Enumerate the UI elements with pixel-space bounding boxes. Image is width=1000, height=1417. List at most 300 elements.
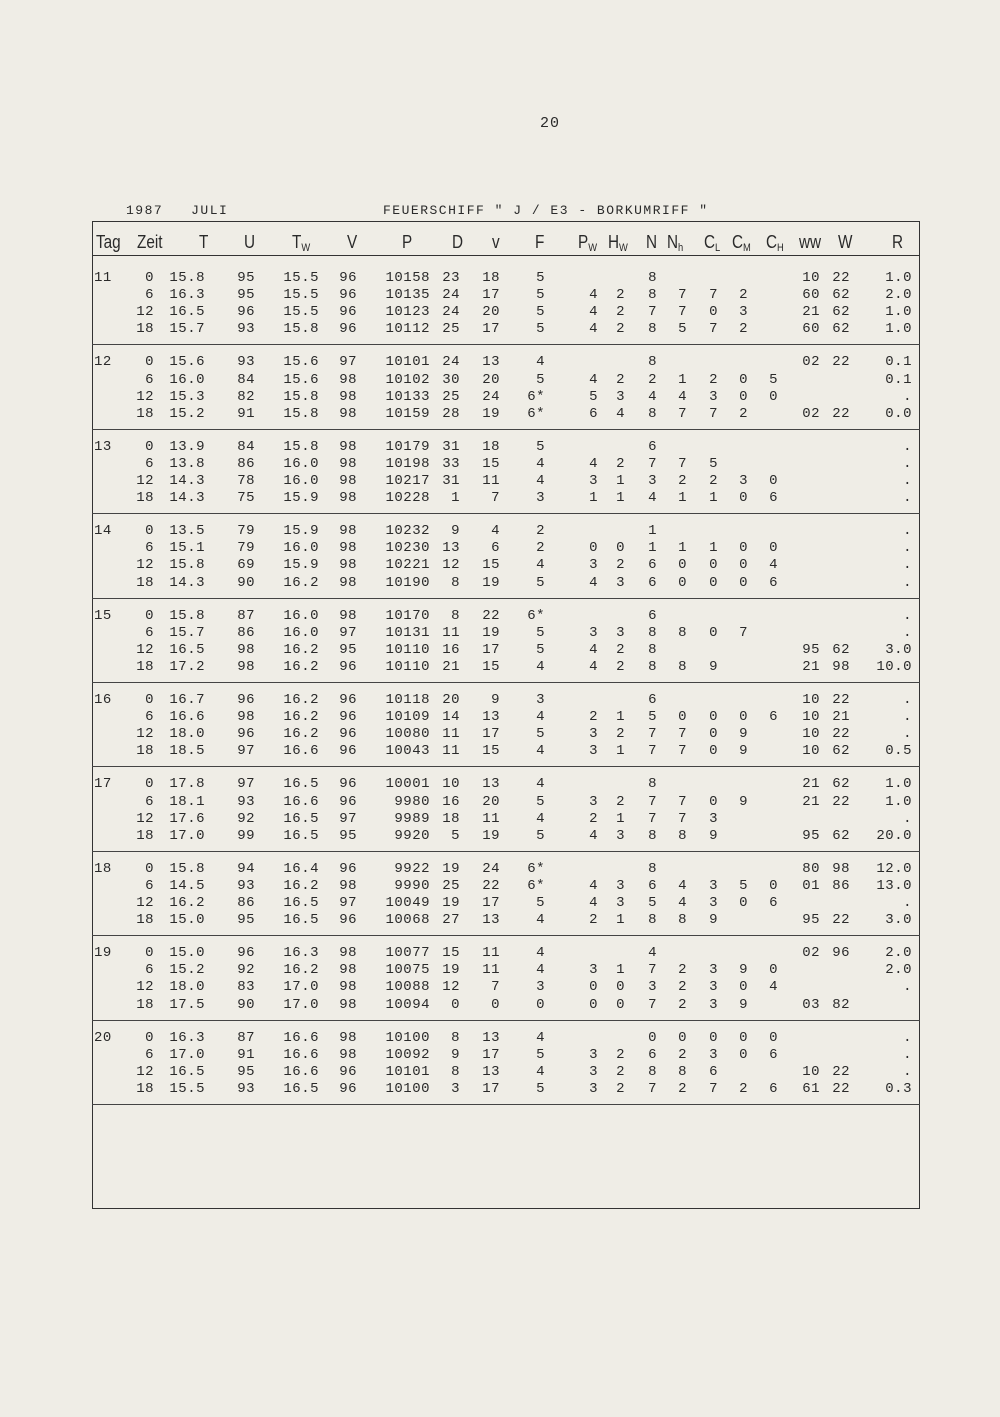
cell-hw: 0 xyxy=(616,996,625,1013)
cell-f: 4 xyxy=(536,354,545,371)
cell-p: 10170 xyxy=(385,607,430,624)
cell-v: 96 xyxy=(339,270,357,286)
cell-t: 13.8 xyxy=(169,455,205,472)
cell-cl: 3 xyxy=(709,1046,718,1063)
cell-d: 5 xyxy=(451,827,460,844)
cell-ch: 0 xyxy=(769,388,778,405)
cell-pw: 4 xyxy=(589,827,598,844)
cell-f: 6* xyxy=(527,877,545,894)
cell-t: 16.5 xyxy=(169,641,205,658)
cell-cl: 9 xyxy=(709,827,718,844)
cell-cm: 0 xyxy=(739,1046,748,1063)
cell-p: 9980 xyxy=(394,793,430,810)
cell-r: . xyxy=(903,388,912,405)
cell-tw: 16.5 xyxy=(283,895,319,911)
cell-d: 10 xyxy=(442,776,460,793)
cell-ww: 01 xyxy=(802,877,820,894)
cell-ww: 02 xyxy=(802,945,820,962)
cell-hw: 1 xyxy=(616,743,625,760)
cell-n: 7 xyxy=(648,304,657,321)
cell-cl: 9 xyxy=(709,912,718,929)
cell-ch: 6 xyxy=(769,895,778,911)
cell-d: 27 xyxy=(442,912,460,929)
cell-zeit: 6 xyxy=(145,709,154,726)
cell-w: 98 xyxy=(832,658,850,675)
cell-u: 86 xyxy=(237,895,255,911)
cell-vv: 9 xyxy=(491,692,500,708)
cell-r: . xyxy=(903,895,912,911)
cell-zeit: 18 xyxy=(136,743,154,760)
cell-p: 10159 xyxy=(385,405,430,422)
cell-n: 6 xyxy=(648,438,657,455)
cell-vv: 17 xyxy=(482,895,500,911)
cell-zeit: 0 xyxy=(145,523,154,540)
cell-v: 97 xyxy=(339,624,357,641)
cell-p: 10112 xyxy=(385,321,430,338)
cell-zeit: 0 xyxy=(145,1029,154,1046)
cell-t: 14.3 xyxy=(169,574,205,591)
cell-cl: 2 xyxy=(709,371,718,388)
cell-f: 4 xyxy=(536,743,545,760)
cell-cl: 6 xyxy=(709,1063,718,1080)
cell-d: 33 xyxy=(442,455,460,472)
cell-cm: 0 xyxy=(739,388,748,405)
cell-f: 5 xyxy=(536,641,545,658)
cell-u: 86 xyxy=(237,624,255,641)
cell-r: . xyxy=(903,1063,912,1080)
cell-vv: 15 xyxy=(482,455,500,472)
cell-tw: 15.6 xyxy=(283,354,319,371)
cell-cl: 3 xyxy=(709,979,718,996)
cell-u: 95 xyxy=(237,270,255,286)
cell-t: 14.3 xyxy=(169,473,205,489)
day-label: 11 xyxy=(94,270,112,286)
cell-ch: 5 xyxy=(769,371,778,388)
cell-d: 14 xyxy=(442,709,460,726)
cell-r: 3.0 xyxy=(885,912,912,929)
cell-v: 95 xyxy=(339,827,357,844)
cell-v: 98 xyxy=(339,455,357,472)
cell-hw: 1 xyxy=(616,709,625,726)
cell-n: 3 xyxy=(648,979,657,996)
cell-tw: 16.2 xyxy=(283,641,319,658)
cell-nh: 7 xyxy=(678,287,687,304)
cell-u: 93 xyxy=(237,1080,255,1097)
cell-p: 10230 xyxy=(385,540,430,557)
cell-hw: 2 xyxy=(616,658,625,675)
cell-r: 1.0 xyxy=(885,304,912,321)
cell-u: 69 xyxy=(237,557,255,574)
cell-u: 91 xyxy=(237,405,255,422)
cell-p: 9990 xyxy=(394,877,430,894)
cell-pw: 4 xyxy=(589,641,598,658)
cell-n: 5 xyxy=(648,709,657,726)
cell-hw: 1 xyxy=(616,490,625,507)
cell-p: 10109 xyxy=(385,709,430,726)
cell-v: 98 xyxy=(339,490,357,507)
cell-nh: 4 xyxy=(678,895,687,911)
cell-p: 10092 xyxy=(385,1046,430,1063)
cell-t: 16.5 xyxy=(169,304,205,321)
cell-ch: 6 xyxy=(769,574,778,591)
cell-r: 12.0 xyxy=(876,860,912,877)
cell-vv: 24 xyxy=(482,860,500,877)
cell-f: 3 xyxy=(536,692,545,708)
cell-f: 5 xyxy=(536,574,545,591)
cell-vv: 19 xyxy=(482,827,500,844)
cell-cm: 0 xyxy=(739,895,748,911)
cell-v: 98 xyxy=(339,996,357,1013)
column-header-p: P xyxy=(402,232,413,252)
cell-r: . xyxy=(903,1046,912,1063)
cell-p: 10221 xyxy=(385,557,430,574)
column-header-nh: $N_h$ xyxy=(667,232,684,254)
cell-pw: 0 xyxy=(589,979,598,996)
cell-vv: 17 xyxy=(482,287,500,304)
day-label: 16 xyxy=(94,692,112,708)
cell-p: 10190 xyxy=(385,574,430,591)
cell-ch: 0 xyxy=(769,473,778,489)
day-separator xyxy=(92,851,920,852)
cell-hw: 1 xyxy=(616,912,625,929)
cell-zeit: 6 xyxy=(145,877,154,894)
cell-zeit: 18 xyxy=(136,912,154,929)
cell-pw: 6 xyxy=(589,405,598,422)
cell-pw: 0 xyxy=(589,540,598,557)
cell-hw: 3 xyxy=(616,877,625,894)
cell-n: 8 xyxy=(648,321,657,338)
cell-d: 11 xyxy=(442,726,460,743)
cell-f: 6* xyxy=(527,388,545,405)
cell-r: 1.0 xyxy=(885,270,912,286)
cell-zeit: 12 xyxy=(136,979,154,996)
cell-f: 2 xyxy=(536,523,545,540)
cell-vv: 13 xyxy=(482,354,500,371)
cell-ww: 95 xyxy=(802,641,820,658)
cell-u: 96 xyxy=(237,726,255,743)
cell-u: 98 xyxy=(237,658,255,675)
cell-p: 10135 xyxy=(385,287,430,304)
column-header-ww: ww xyxy=(799,232,822,252)
cell-w: 21 xyxy=(832,709,850,726)
cell-p: 10217 xyxy=(385,473,430,489)
cell-ch: 0 xyxy=(769,877,778,894)
cell-d: 11 xyxy=(442,743,460,760)
cell-f: 5 xyxy=(536,726,545,743)
cell-f: 4 xyxy=(536,1029,545,1046)
cell-hw: 2 xyxy=(616,371,625,388)
cell-tw: 15.9 xyxy=(283,557,319,574)
cell-nh: 5 xyxy=(678,321,687,338)
cell-cl: 0 xyxy=(709,709,718,726)
cell-v: 98 xyxy=(339,388,357,405)
cell-v: 98 xyxy=(339,1029,357,1046)
cell-p: 10228 xyxy=(385,490,430,507)
cell-pw: 3 xyxy=(589,743,598,760)
cell-w: 22 xyxy=(832,726,850,743)
cell-tw: 16.2 xyxy=(283,658,319,675)
cell-tw: 16.5 xyxy=(283,827,319,844)
cell-tw: 16.6 xyxy=(283,793,319,810)
cell-hw: 3 xyxy=(616,827,625,844)
cell-cm: 0 xyxy=(739,490,748,507)
cell-d: 25 xyxy=(442,877,460,894)
day-label: 13 xyxy=(94,438,112,455)
cell-hw: 2 xyxy=(616,455,625,472)
cell-d: 12 xyxy=(442,979,460,996)
cell-cl: 0 xyxy=(709,574,718,591)
cell-tw: 15.9 xyxy=(283,523,319,540)
cell-n: 1 xyxy=(648,523,657,540)
cell-ww: 60 xyxy=(802,321,820,338)
cell-w: 22 xyxy=(832,270,850,286)
cell-p: 10100 xyxy=(385,1029,430,1046)
cell-f: 4 xyxy=(536,658,545,675)
cell-nh: 4 xyxy=(678,388,687,405)
cell-hw: 0 xyxy=(616,979,625,996)
cell-p: 10133 xyxy=(385,388,430,405)
cell-w: 82 xyxy=(832,996,850,1013)
cell-tw: 16.6 xyxy=(283,1046,319,1063)
cell-n: 8 xyxy=(648,827,657,844)
cell-u: 91 xyxy=(237,1046,255,1063)
cell-pw: 4 xyxy=(589,877,598,894)
cell-p: 10158 xyxy=(385,270,430,286)
cell-t: 17.5 xyxy=(169,996,205,1013)
cell-tw: 16.2 xyxy=(283,709,319,726)
cell-d: 8 xyxy=(451,607,460,624)
cell-t: 18.1 xyxy=(169,793,205,810)
cell-cl: 7 xyxy=(709,405,718,422)
cell-w: 22 xyxy=(832,354,850,371)
column-header-n: N xyxy=(646,232,658,252)
cell-r: 2.0 xyxy=(885,287,912,304)
cell-t: 16.7 xyxy=(169,692,205,708)
cell-p: 9920 xyxy=(394,827,430,844)
cell-u: 75 xyxy=(237,490,255,507)
cell-zeit: 12 xyxy=(136,1063,154,1080)
cell-cm: 3 xyxy=(739,473,748,489)
cell-u: 90 xyxy=(237,996,255,1013)
cell-t: 18.0 xyxy=(169,979,205,996)
cell-cl: 0 xyxy=(709,624,718,641)
cell-d: 16 xyxy=(442,641,460,658)
cell-zeit: 18 xyxy=(136,574,154,591)
cell-vv: 19 xyxy=(482,405,500,422)
cell-f: 6* xyxy=(527,405,545,422)
cell-w: 22 xyxy=(832,912,850,929)
cell-d: 12 xyxy=(442,557,460,574)
cell-r: . xyxy=(903,692,912,708)
cell-r: 10.0 xyxy=(876,658,912,675)
cell-d: 1 xyxy=(451,490,460,507)
cell-zeit: 6 xyxy=(145,1046,154,1063)
cell-cl: 7 xyxy=(709,1080,718,1097)
cell-r: . xyxy=(903,607,912,624)
cell-pw: 3 xyxy=(589,557,598,574)
cell-hw: 4 xyxy=(616,405,625,422)
cell-v: 96 xyxy=(339,1063,357,1080)
cell-vv: 0 xyxy=(491,996,500,1013)
cell-tw: 16.0 xyxy=(283,455,319,472)
cell-d: 28 xyxy=(442,405,460,422)
cell-hw: 2 xyxy=(616,1046,625,1063)
cell-r: . xyxy=(903,540,912,557)
cell-cl: 0 xyxy=(709,726,718,743)
cell-pw: 3 xyxy=(589,473,598,489)
cell-vv: 15 xyxy=(482,743,500,760)
cell-pw: 4 xyxy=(589,895,598,911)
cell-t: 13.9 xyxy=(169,438,205,455)
cell-n: 7 xyxy=(648,743,657,760)
cell-r: 1.0 xyxy=(885,793,912,810)
cell-r: . xyxy=(903,624,912,641)
cell-v: 98 xyxy=(339,1046,357,1063)
cell-pw: 4 xyxy=(589,321,598,338)
cell-r: 13.0 xyxy=(876,877,912,894)
cell-vv: 18 xyxy=(482,270,500,286)
cell-p: 10131 xyxy=(385,624,430,641)
cell-u: 82 xyxy=(237,388,255,405)
cell-f: 5 xyxy=(536,304,545,321)
cell-p: 10100 xyxy=(385,1080,430,1097)
cell-vv: 7 xyxy=(491,979,500,996)
cell-t: 15.5 xyxy=(169,1080,205,1097)
cell-n: 4 xyxy=(648,388,657,405)
cell-u: 97 xyxy=(237,743,255,760)
day-separator xyxy=(92,766,920,767)
cell-t: 14.5 xyxy=(169,877,205,894)
cell-u: 90 xyxy=(237,574,255,591)
cell-w: 62 xyxy=(832,776,850,793)
cell-t: 15.8 xyxy=(169,270,205,286)
cell-f: 5 xyxy=(536,1080,545,1097)
cell-hw: 3 xyxy=(616,574,625,591)
cell-nh: 1 xyxy=(678,371,687,388)
cell-zeit: 6 xyxy=(145,793,154,810)
cell-tw: 15.5 xyxy=(283,270,319,286)
cell-n: 4 xyxy=(648,490,657,507)
cell-nh: 0 xyxy=(678,574,687,591)
cell-u: 96 xyxy=(237,945,255,962)
cell-tw: 16.2 xyxy=(283,877,319,894)
cell-cm: 0 xyxy=(739,574,748,591)
cell-vv: 20 xyxy=(482,371,500,388)
cell-d: 3 xyxy=(451,1080,460,1097)
cell-cm: 0 xyxy=(739,979,748,996)
cell-f: 4 xyxy=(536,962,545,979)
cell-n: 6 xyxy=(648,877,657,894)
cell-tw: 15.8 xyxy=(283,405,319,422)
cell-pw: 4 xyxy=(589,455,598,472)
cell-nh: 8 xyxy=(678,827,687,844)
cell-v: 98 xyxy=(339,405,357,422)
cell-hw: 3 xyxy=(616,895,625,911)
cell-vv: 15 xyxy=(482,557,500,574)
cell-d: 25 xyxy=(442,321,460,338)
day-label: 17 xyxy=(94,776,112,793)
cell-r: . xyxy=(903,557,912,574)
cell-vv: 13 xyxy=(482,1063,500,1080)
cell-f: 4 xyxy=(536,776,545,793)
column-header-hw: $H_W$ xyxy=(608,232,628,254)
cell-v: 96 xyxy=(339,321,357,338)
cell-zeit: 6 xyxy=(145,287,154,304)
cell-tw: 16.6 xyxy=(283,743,319,760)
cell-t: 15.2 xyxy=(169,405,205,422)
column-header-t: T xyxy=(199,232,209,252)
cell-w: 22 xyxy=(832,1063,850,1080)
cell-r: 0.5 xyxy=(885,743,912,760)
cell-ww: 21 xyxy=(802,304,820,321)
cell-hw: 2 xyxy=(616,1080,625,1097)
cell-u: 86 xyxy=(237,455,255,472)
cell-zeit: 0 xyxy=(145,692,154,708)
cell-zeit: 12 xyxy=(136,304,154,321)
cell-v: 98 xyxy=(339,607,357,624)
cell-cm: 7 xyxy=(739,624,748,641)
cell-nh: 1 xyxy=(678,490,687,507)
cell-v: 98 xyxy=(339,574,357,591)
cell-u: 95 xyxy=(237,287,255,304)
cell-cm: 0 xyxy=(739,557,748,574)
cell-ch: 0 xyxy=(769,1029,778,1046)
cell-vv: 17 xyxy=(482,321,500,338)
cell-f: 5 xyxy=(536,895,545,911)
cell-r: 3.0 xyxy=(885,641,912,658)
cell-tw: 16.2 xyxy=(283,692,319,708)
cell-w: 62 xyxy=(832,827,850,844)
cell-f: 6* xyxy=(527,860,545,877)
cell-p: 10043 xyxy=(385,743,430,760)
column-header-u: U xyxy=(244,232,256,252)
cell-f: 5 xyxy=(536,1046,545,1063)
cell-n: 6 xyxy=(648,1046,657,1063)
page-number: 20 xyxy=(539,115,560,132)
cell-n: 3 xyxy=(648,473,657,489)
cell-ww: 21 xyxy=(802,776,820,793)
cell-r: 1.0 xyxy=(885,776,912,793)
cell-ww: 21 xyxy=(802,793,820,810)
cell-ch: 6 xyxy=(769,490,778,507)
cell-pw: 4 xyxy=(589,371,598,388)
cell-tw: 15.9 xyxy=(283,490,319,507)
cell-d: 9 xyxy=(451,1046,460,1063)
cell-ww: 02 xyxy=(802,405,820,422)
cell-tw: 16.3 xyxy=(283,945,319,962)
cell-hw: 0 xyxy=(616,540,625,557)
cell-ww: 95 xyxy=(802,827,820,844)
cell-pw: 4 xyxy=(589,574,598,591)
cell-cl: 3 xyxy=(709,810,718,827)
cell-d: 0 xyxy=(451,996,460,1013)
cell-d: 19 xyxy=(442,860,460,877)
cell-cm: 0 xyxy=(739,709,748,726)
cell-d: 25 xyxy=(442,388,460,405)
cell-nh: 8 xyxy=(678,912,687,929)
cell-f: 5 xyxy=(536,321,545,338)
cell-ch: 0 xyxy=(769,540,778,557)
cell-ww: 10 xyxy=(802,743,820,760)
cell-vv: 11 xyxy=(482,810,500,827)
cell-f: 4 xyxy=(536,912,545,929)
cell-zeit: 0 xyxy=(145,270,154,286)
cell-nh: 8 xyxy=(678,624,687,641)
cell-d: 13 xyxy=(442,540,460,557)
column-header-d: D xyxy=(452,232,464,252)
day-label: 19 xyxy=(94,945,112,962)
cell-tw: 16.4 xyxy=(283,860,319,877)
